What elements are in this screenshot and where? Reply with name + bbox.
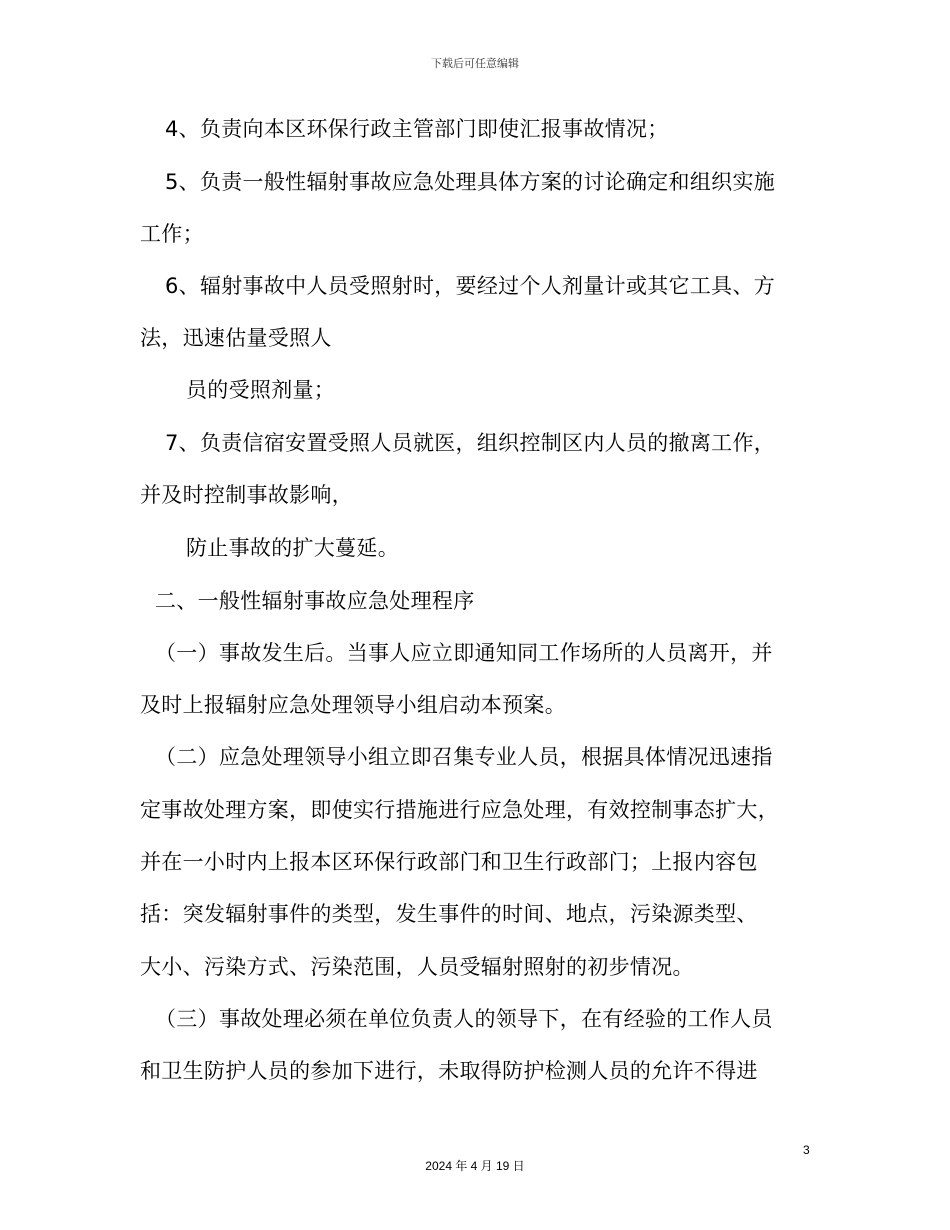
text-line: 并在一小时内上报本区环保行政部门和卫生行政部门；上报内容包 — [140, 850, 758, 874]
text-line: （二）应急处理领导小组立即召集专业人员，根据具体情况迅速指 — [155, 745, 773, 769]
text-line: 工作； — [140, 222, 204, 246]
text-line: 4、负责向本区环保行政主管部门即使汇报事故情况； — [165, 117, 669, 141]
text-line: 括：突发辐射事件的类型，发生事件的时间、地点，污染源类型、 — [140, 902, 758, 926]
text-line: 法，迅速估量受照人 — [140, 326, 332, 350]
page-header-note: 下载后可任意编辑 — [431, 57, 519, 70]
text-line: 员的受照剂量； — [186, 378, 336, 402]
text-line: 6、辐射事故中人员受照射时，要经过个人剂量计或其它工具、方 — [165, 274, 776, 298]
page-number: 3 — [803, 1143, 810, 1157]
text-line: 大小、污染方式、污染范围，人员受辐射照射的初步情况。 — [140, 955, 694, 979]
text-line: 并及时控制事故影响， — [140, 483, 353, 507]
text-line: 5、负责一般性辐射事故应急处理具体方案的讨论确定和组织实施 — [165, 170, 776, 194]
text-line: （三）事故处理必须在单位负责人的领导下，在有经验的工作人员 — [155, 1007, 773, 1031]
text-line: （一）事故发生后。当事人应立即通知同工作场所的人员离开，并 — [155, 641, 773, 665]
text-line: 和卫生防护人员的参加下进行，未取得防护检测人员的允许不得进 — [140, 1059, 758, 1083]
text-line: 防止事故的扩大蔓延。 — [186, 536, 399, 560]
footer-date: 2024 年 4 月 19 日 — [425, 1159, 525, 1173]
text-line: 7、负责信宿安置受照人员就医，组织控制区内人员的撤离工作， — [165, 431, 776, 455]
section-heading: 二、一般性辐射事故应急处理程序 — [155, 589, 475, 613]
text-line: 及时上报辐射应急处理领导小组启动本预案。 — [140, 693, 566, 717]
text-line: 定事故处理方案，即使实行措施进行应急处理，有效控制事态扩大， — [140, 798, 779, 822]
